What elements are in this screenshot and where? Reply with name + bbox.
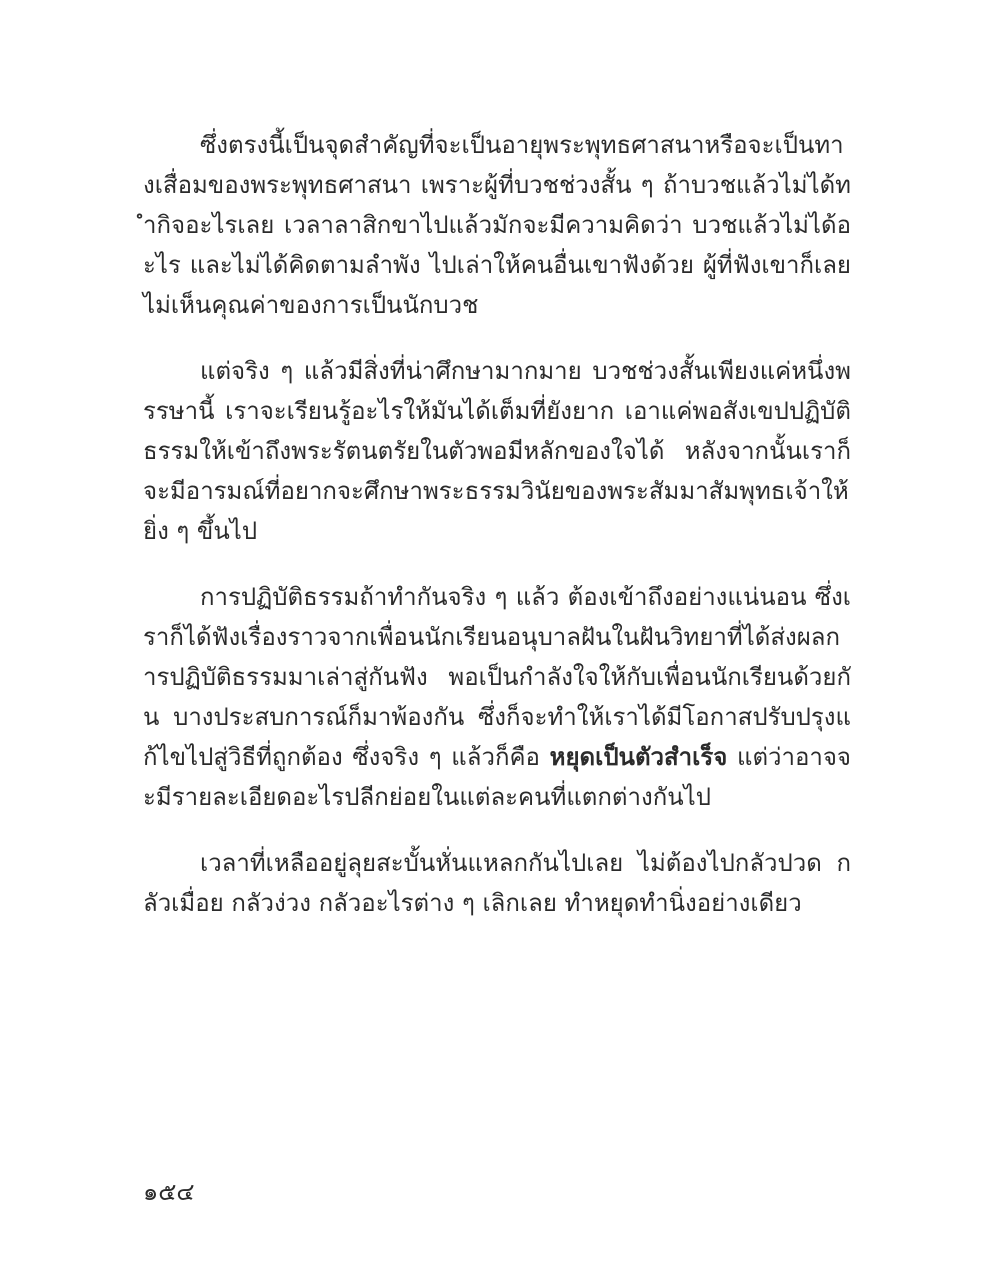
paragraph-2: แต่จริง ๆ แล้วมีสิ่งที่น่าศึกษามากมาย บวชช่วงสั้นเพียงแค่หนึ่งพรรษานี้ เราจะเรียนรู้อะไรให้มันได้เต็มที่ยังยาก เอาแค่พอสังเขปปฏิบัติธรรมให้เข้าถึงพระรัตนตรัยในตัวพอมีหลักของใจได้ หลังจากนั้นเราก็จะมีอารมณ์ที่อยากจะศึกษาพระธรรมวินัยของพระสัมมาสัมพุทธเจ้าให้ยิ่ง ๆ ขึ้นไป: [143, 357, 851, 545]
paragraph-3-text-before: การปฏิบัติธรรมถ้าทำกันจริง ๆ แล้ว ต้องเข้าถึงอย่างแน่นอน ซึ่งเราก็ได้ฟังเรื่องราวจากเพื่อนนักเรียนอนุบาลฝันในฝันวิทยาที่ได้ส่งผลการปฏิบัติธรรมมาเล่าสู่กันฟัง พอเป็นกำลังใจให้กับเพื่อนนักเรียนด้วยกัน บางประสบการณ์ก็มาพ้องกัน ซึ่งก็จะทำให้เราได้มีโอกาสปรับปรุงแก้ไขไปสู่วิธีที่ถูกต้อง ซึ่งจริง ๆ แล้วก็คือ: [143, 583, 851, 771]
paragraph-4: เวลาที่เหลืออยู่ลุยสะบั้นหั่นแหลกกันไปเลย ไม่ต้องไปกลัวปวด กลัวเมื่อย กลัวง่วง กลัวอะไรต่าง ๆ เลิกเลย ทำหยุดทำนิ่งอย่างเดียว: [143, 849, 851, 917]
paragraph-3-bold-phrase: หยุดเป็นตัวสำเร็จ: [549, 743, 728, 771]
paragraph-3-text-after: แต่ว่าอาจจะมีรายละเอียดอะไรปลีกย่อยในแต่ละคนที่แตกต่างกันไป: [143, 743, 851, 811]
paragraph-1: ซึ่งตรงนี้เป็นจุดสำคัญที่จะเป็นอายุพระพุทธศาสนาหรือจะเป็นทางเสื่อมของพระพุทธศาสนา เพราะผู้ที่บวชช่วงสั้น ๆ ถ้าบวชแล้วไม่ได้ทำกิจอะไรเลย เวลาลาสิกขาไปแล้วมักจะมีความคิดว่า บวชแล้วไม่ได้อะไร และไม่ได้คิดตามลำพัง ไปเล่าให้คนอื่นเขาฟังด้วย ผู้ที่ฟังเขาก็เลยไม่เห็นคุณค่าของการเป็นนักบวช: [143, 131, 851, 319]
paragraph-3: [143, 577, 851, 817]
body-text: [143, 125, 851, 923]
page-number: ๑๕๔: [143, 1178, 195, 1206]
